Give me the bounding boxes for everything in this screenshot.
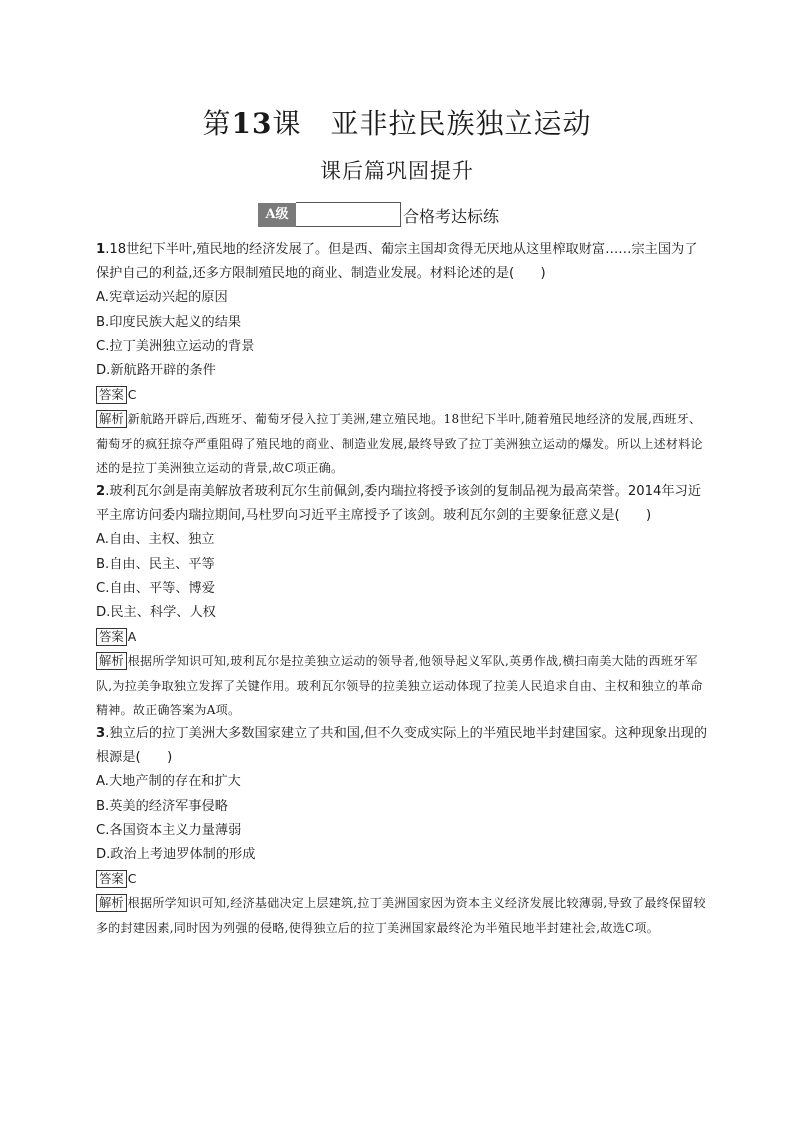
option-a[interactable]: A.大地产制的存在和扩大: [96, 774, 241, 790]
answer-row: [96, 625, 710, 649]
option-d[interactable]: D.政治上考迪罗体制的形成: [96, 847, 256, 863]
analysis-tag: 解析: [96, 894, 127, 912]
answer-row: [96, 383, 710, 407]
question-text: .独立后的拉丁美洲大多数国家建立了共和国,但不久变成实际上的半殖民地半封建国家。这种现象出现的根源是( ): [96, 726, 708, 766]
question-stem: [96, 722, 710, 770]
answer-tag: 答案: [96, 628, 127, 646]
question-text: .18世纪下半叶,殖民地的经济发展了。但是西、葡宗主国却贪得无厌地从这里榨取财富……宗主国为了保护自己的利益,还多方限制殖民地的商业、制造业发展。材料论述的是( ): [96, 242, 698, 282]
question-3: [96, 722, 710, 940]
option-c[interactable]: C.自由、平等、博爱: [96, 580, 215, 596]
answer-value: C: [127, 871, 137, 887]
analysis-tag: 解析: [96, 652, 127, 670]
question-stem: [96, 480, 710, 528]
option-a[interactable]: A.宪章运动兴起的原因: [96, 290, 228, 306]
answer-value: A: [127, 629, 137, 645]
option-b[interactable]: B.英美的经济军事侵略: [96, 798, 228, 814]
option-b[interactable]: B.印度民族大起义的结果: [96, 314, 242, 330]
level-underline: [296, 202, 401, 227]
question-number: 3: [96, 726, 106, 742]
analysis-text: 新航路开辟后,西班牙、葡萄牙侵入拉丁美洲,建立殖民地。18世纪下半叶,随着殖民地经济的发展,西班牙、葡萄牙的疯狂掠夺严重阻碍了殖民地的商业、制造业发展,最终导致了拉丁美洲独立运动的爆发。所以上述材料论述的是拉丁美洲独立运动的背景,故C项正确。: [96, 412, 703, 475]
level-label: 合格考达标练: [403, 207, 500, 226]
answer-tag: 答案: [96, 870, 127, 888]
title-lesson: 第: [202, 107, 232, 140]
analysis-text: 根据所学知识可知,经济基础决定上层建筑,拉丁美洲国家因为资本主义经济发展比较薄弱,导致了最终保留较多的封建因素,同时因为列强的侵略,使得独立后的拉丁美洲国家最终沦为半殖民地半封建社会,故选C项。: [96, 896, 706, 935]
option-d[interactable]: D.民主、科学、人权: [96, 605, 216, 621]
question-number: 1: [96, 242, 106, 257]
analysis-tag: 解析: [96, 410, 127, 428]
option-c[interactable]: C.拉丁美洲独立运动的背景: [96, 338, 255, 354]
option-a[interactable]: A.自由、主权、独立: [96, 532, 215, 548]
question-number: 2: [96, 484, 106, 500]
analysis-row: [96, 407, 710, 480]
page-title: [0, 102, 794, 142]
analysis-row: [96, 891, 710, 939]
question-text: .玻利瓦尔剑是南美解放者玻利瓦尔生前佩剑,委内瑞拉将授予该剑的复制品视为最高荣誉。2014年习近平主席访问委内瑞拉期间,马杜罗向习近平主席授予了该剑。玻利瓦尔剑的主要象征意义是( ): [96, 484, 702, 524]
answer-row: [96, 867, 710, 891]
questions-list: [96, 238, 710, 940]
title-number: 13: [231, 107, 273, 140]
option-d[interactable]: D.新航路开辟的条件: [96, 363, 216, 379]
page-subtitle: 课后篇巩固提升: [320, 159, 474, 183]
question-2: [96, 480, 710, 722]
level-badge: A级: [258, 203, 296, 227]
level-heading: [258, 199, 499, 227]
option-b[interactable]: B.自由、民主、平等: [96, 556, 215, 572]
answer-value: C: [127, 387, 137, 403]
question-1: [96, 238, 710, 480]
option-c[interactable]: C.各国资本主义力量薄弱: [96, 822, 242, 838]
analysis-text: 根据所学知识可知,玻利瓦尔是拉美独立运动的领导者,他领导起义军队,英勇作战,横扫南美大陆的西班牙军队,为拉美争取独立发挥了关键作用。玻利瓦尔领导的拉美独立运动体现了拉美人民追求自由、主权和独立的革命精神。故正确答案为A项。: [96, 654, 703, 717]
title-rest: 课 亚非拉民族独立运动: [272, 107, 592, 140]
analysis-row: [96, 649, 710, 722]
question-stem: [96, 238, 710, 286]
answer-tag: 答案: [96, 386, 127, 404]
